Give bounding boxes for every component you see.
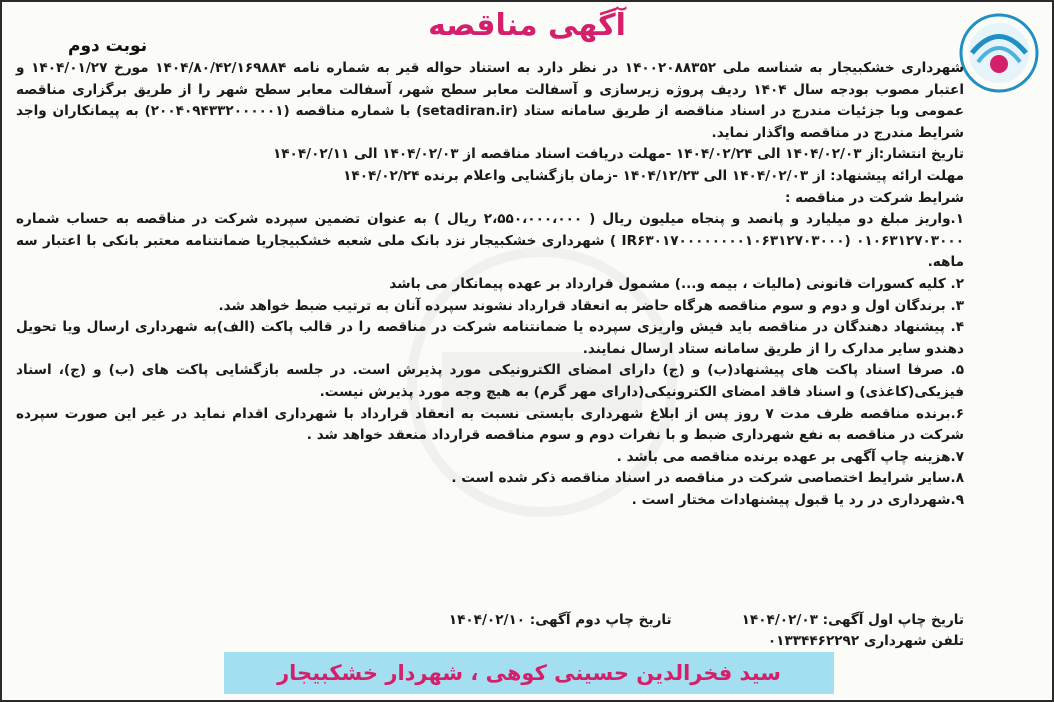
print-dates-row — [16, 610, 964, 631]
term-item: ۷.هزینه چاپ آگهی بر عهده برنده مناقصه می باشد . — [616, 448, 964, 465]
round-label: نوبت دوم — [68, 36, 148, 56]
term-item: ۶.برنده مناقصه ظرف مدت ۷ روز پس از ابلاغ شهرداری بایستی نسبت به انعقاد قرارداد با شهرداری اقدام نماید در غیر این صورت سپرده شرکت در مناقصه به نفع شهرداری ضبط و با نفرات دوم و سوم مناقصه قرارداد منعقد خواهد شد . — [16, 405, 964, 444]
print-dates — [16, 610, 964, 652]
term-item: ۵. صرفا اسناد پاکت های پیشنهاد(ب) و (ج) دارای امضای الکترونیکی مورد پذیرش است. در جلسه بازگشایی پاکت های (ب) و (ج)، اسناد فیزیکی(کاغذی) و اسناد فاقد امضای الکترونیکی(دارای مهر گرم) به هیچ وجه مورد پذیرش نیست. — [16, 362, 964, 400]
notice-title: آگهی مناقصه — [428, 8, 626, 43]
notice-body — [16, 58, 964, 511]
term-item: ۸.سایر شرایط اختصاصی شرکت در مناقصه در اسناد مناقصه ذکر شده است . — [451, 470, 964, 487]
term-item: ۲. کلیه کسورات قانونی (مالیات ، بیمه و...) مشمول قرارداد بر عهده پیمانکار می باشد — [389, 275, 964, 292]
term-item: ۱.واریز مبلغ دو میلیارد و پانصد و پنجاه میلیون ریال ( ۲،۵۵۰،۰۰۰،۰۰۰ ریال ) به عنوان تضمین سپرده شرکت در مناقصه به حساب شماره ۰۱۰۶۳۱۲۷۰۳۰۰۰ (IR۶۳۰۱۷۰۰۰۰۰۰۰۰۱۰۶۳۱۲۷۰۳۰۰۰ ) شهرداری خشکبیجار نزد بانک ملی شعبه خشکبیجاریا ضمانتنامه معتبر بانکی با اعتبار سه ماهه. — [16, 211, 965, 271]
second-print-date: تاریخ چاپ دوم آگهی: ۱۴۰۴/۰۲/۱۰ — [448, 612, 672, 628]
publish-schedule: تاریخ انتشار:از ۱۴۰۴/۰۲/۰۳ الی ۱۴۰۴/۰۲/۲۴ -مهلت دریافت اسناد مناقصه از ۱۴۰۴/۰۲/۰۳ الی ۱۴۰۴/۰۲/۱۱ — [272, 146, 964, 163]
intro-paragraph: شهرداری خشکبیجار به شناسه ملی ۱۴۰۰۲۰۸۸۳۵۲ در نظر دارد به استناد حواله قیر به شماره نامه ۱۴۰۴/۸۰/۴۲/۱۶۹۸۸۴ مورخ ۱۴۰۴/۰۱/۲۷ و اعتبار مصوب بودجه سال ۱۴۰۴ ردیف پروژه زیرسازی و آسفالت معابر سطح شهر، آسفالت معابر سطح شهر را از طریق برگزاری مناقصه عمومی وبا جزئیات مندرج در اسناد مناقصه از طریق سامانه ستاد (setadiran.ir) با شماره مناقصه (۲۰۰۴۰۹۴۳۳۲۰۰۰۰۰۱) به پیمانکاران واجد شرایط مندرج در مناقصه واگذار نماید. — [16, 60, 965, 141]
first-print-date: تاریخ چاپ اول آگهی: ۱۴۰۴/۰۲/۰۳ — [741, 612, 964, 628]
term-item: ۹.شهرداری در رد یا قبول پیشنهادات مختار است . — [631, 491, 964, 508]
term-item: ۴. پیشنهاد دهندگان در مناقصه باید فیش واریزی سپرده یا ضمانتنامه شرکت در مناقصه را در قالب پاکت (الف)به شهرداری ارسال ویا تحویل دهندو سایر مدارک را از طریق سامانه ستاد ارسال نمایند. — [16, 319, 964, 357]
terms-heading: شرایط شرکت در مناقصه : — [784, 189, 964, 206]
terms-list — [16, 209, 964, 511]
mayor-signature: سید فخرالدین حسینی کوهی ، شهردار خشکبیجار — [224, 652, 834, 694]
submit-schedule: مهلت ارائه پیشنهاد: از ۱۴۰۴/۰۲/۰۳ الی ۱۴۰۴/۱۲/۲۳ -زمان بازگشایی واعلام برنده ۱۴۰۴/۰۲/۲۴ — [343, 167, 964, 184]
term-item: ۳. برندگان اول و دوم و سوم مناقصه هرگاه حاضر به انعقاد قرارداد نشوند سپرده آنان به ترتیب ضبط خواهد شد. — [218, 297, 964, 314]
municipality-phone: تلفن شهرداری ۰۱۳۳۴۴۶۲۲۹۲ — [767, 633, 964, 649]
